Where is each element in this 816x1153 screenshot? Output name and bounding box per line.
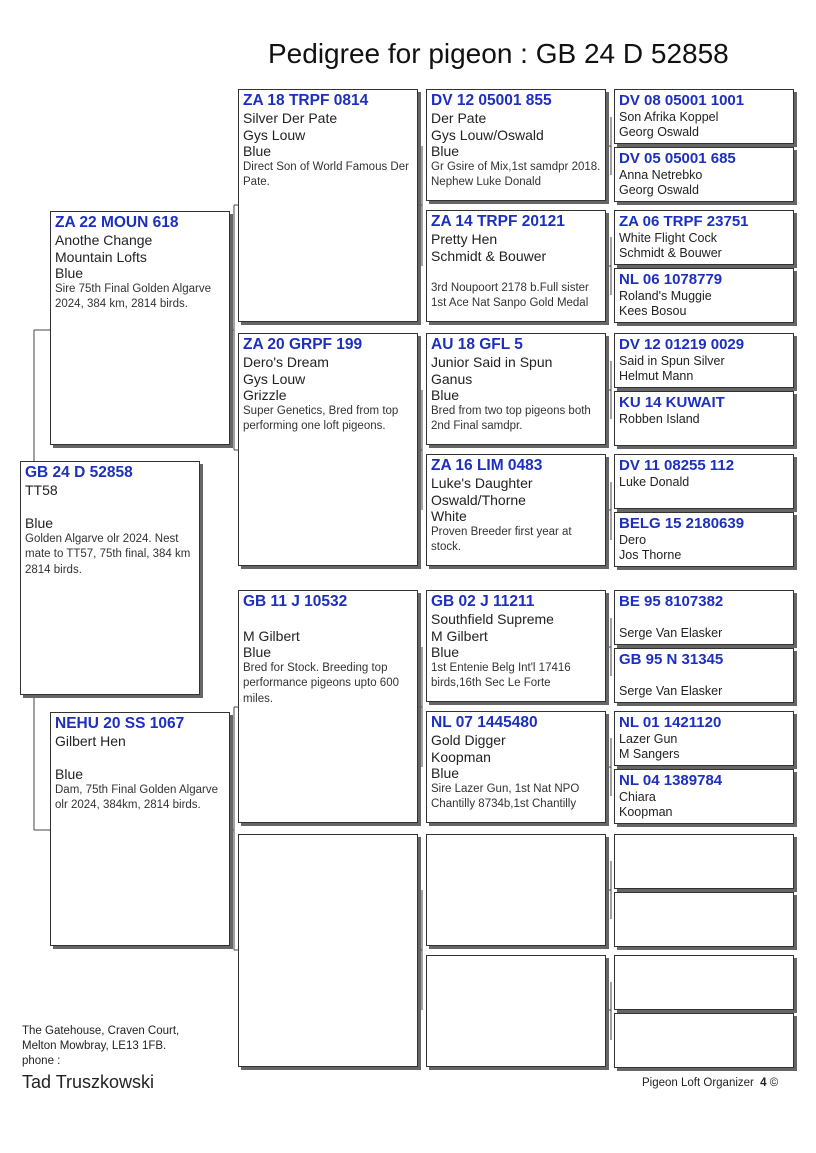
page-title: Pedigree for pigeon : GB 24 D 52858	[268, 38, 729, 69]
gen5-line-1	[619, 611, 789, 626]
gen5-line-1: Son Afrika Koppel	[619, 110, 719, 124]
gen5-ring-number: KU 14 KUWAIT	[619, 394, 725, 411]
gen3-line-1: Dero's Dream	[243, 354, 329, 370]
gen3-box-3[interactable]	[238, 590, 418, 823]
gen5-line-1	[619, 669, 789, 684]
address-line-3: phone :	[22, 1055, 61, 1067]
software-credit	[642, 1077, 778, 1089]
subject-ring-number: GB 24 D 52858	[25, 464, 133, 481]
gen3-box-2[interactable]	[238, 333, 418, 566]
gen4-line-1: Junior Said in Spun	[431, 354, 553, 370]
gen5-line-2: Kees Bosou	[619, 304, 687, 318]
gen4-line-3: Blue	[431, 143, 460, 159]
gen4-box-4[interactable]	[426, 454, 606, 566]
gen4-ring-number: DV 12 05001 855	[431, 92, 552, 109]
gen5-box-3[interactable]	[614, 210, 794, 265]
gen3-line-1	[243, 611, 413, 628]
gen5-line-1: Said in Spun Silver	[619, 354, 725, 368]
gen4-notes: Bred from two top pigeons both 2nd Final samdpr.	[431, 404, 591, 432]
gen5-box-4[interactable]	[614, 268, 794, 323]
gen5-ring-number: NL 06 1078779	[619, 271, 723, 288]
gen3-line-3: Grizzle	[243, 387, 287, 403]
owner-address	[22, 1024, 179, 1069]
gen5-ring-number: NL 04 1389784	[619, 772, 723, 789]
gen4-line-3: White	[431, 508, 467, 524]
sire-line-2: Mountain Lofts	[55, 248, 147, 265]
gen5-ring-number: ZA 06 TRPF 23751	[619, 213, 749, 230]
gen3-box-4-empty[interactable]	[238, 834, 418, 1067]
gen3-ring-number: GB 11 J 10532	[243, 593, 348, 610]
gen3-notes: Super Genetics, Bred from top performing one loft pigeons.	[243, 404, 399, 432]
gen5-box-6[interactable]	[614, 391, 794, 446]
gen3-notes: Direct Son of World Famous Der Pate.	[243, 160, 409, 188]
gen5-line-2: Georg Oswald	[619, 125, 699, 139]
address-line-1: The Gatehouse, Craven Court,	[22, 1025, 180, 1037]
gen5-line-1: Anna Netrebko	[619, 168, 703, 182]
dam-box[interactable]	[50, 712, 230, 946]
dam-line-2	[55, 750, 225, 767]
gen4-line-2: Ganus	[431, 370, 473, 387]
gen4-ring-number: ZA 16 LIM 0483	[431, 457, 543, 474]
gen5-box-12[interactable]	[614, 769, 794, 824]
gen4-box-2[interactable]	[426, 210, 606, 322]
gen5-box-10[interactable]	[614, 648, 794, 703]
gen5-ring-number: DV 11 08255 112	[619, 457, 735, 474]
gen3-ring-number: ZA 18 TRPF 0814	[243, 92, 369, 109]
gen5-box-9[interactable]	[614, 590, 794, 645]
gen4-notes: 3rd Noupoort 2178 b.Full sister 1st Ace Nat Sanpo Gold Medal	[431, 281, 589, 309]
gen3-box-1[interactable]	[238, 89, 418, 322]
gen3-line-1: Silver Der Pate	[243, 110, 338, 126]
gen5-box-5[interactable]	[614, 333, 794, 388]
gen3-line-2: M Gilbert	[243, 627, 300, 644]
owner-name: Tad Truszkowski	[22, 1072, 155, 1092]
sire-line-1: Anothe Change	[55, 232, 153, 248]
gen4-line-2: Koopman	[431, 748, 491, 765]
gen5-line-2: Serge Van Elasker	[619, 684, 723, 698]
sire-ring-number: ZA 22 MOUN 618	[55, 214, 179, 231]
gen5-line-2: Georg Oswald	[619, 183, 699, 197]
gen4-line-3: Blue	[431, 765, 460, 781]
sire-box[interactable]	[50, 211, 230, 445]
gen5-line-1: Luke Donald	[619, 475, 690, 489]
gen4-box-1[interactable]	[426, 89, 606, 201]
dam-ring-number: NEHU 20 SS 1067	[55, 715, 185, 732]
gen3-line-3: Blue	[243, 644, 272, 660]
gen4-ring-number: ZA 14 TRPF 20121	[431, 213, 565, 230]
gen5-box-13-empty[interactable]	[614, 834, 794, 889]
gen4-box-7-empty[interactable]	[426, 834, 606, 946]
gen5-ring-number: GB 95 N 31345	[619, 651, 724, 668]
gen5-box-14-empty[interactable]	[614, 892, 794, 947]
gen4-notes: Proven Breeder first year at stock.	[431, 525, 572, 553]
gen5-line-2: Schmidt & Bouwer	[619, 246, 722, 260]
gen5-line-1: Robben Island	[619, 412, 700, 426]
gen5-box-16-empty[interactable]	[614, 1013, 794, 1068]
gen5-box-1[interactable]	[614, 89, 794, 144]
gen4-ring-number: GB 02 J 11211	[431, 593, 535, 610]
gen4-line-1: Der Pate	[431, 110, 487, 126]
subject-line-3: Blue	[25, 515, 54, 531]
gen5-ring-number: DV 12 01219 0029	[619, 336, 745, 353]
gen3-ring-number: ZA 20 GRPF 199	[243, 336, 363, 353]
gen4-notes: Sire Lazer Gun, 1st Nat NPO Chantilly 8734b,1st Chantilly	[431, 782, 580, 810]
subject-pigeon-box[interactable]	[20, 461, 200, 695]
gen4-line-1: Luke's Daughter	[431, 475, 533, 491]
subject-line-1: TT58	[25, 482, 58, 498]
gen5-line-2: Helmut Mann	[619, 369, 694, 383]
gen4-box-6[interactable]	[426, 711, 606, 823]
gen5-box-7[interactable]	[614, 454, 794, 509]
gen5-box-11[interactable]	[614, 711, 794, 766]
gen5-line-1: White Flight Cock	[619, 231, 717, 245]
gen4-line-2: Schmidt & Bouwer	[431, 247, 547, 264]
gen5-line-2: Jos Thorne	[619, 548, 682, 562]
gen5-line-1: Roland's Muggie	[619, 289, 712, 303]
subject-line-2	[25, 499, 195, 516]
sire-notes: Sire 75th Final Golden Algarve 2024, 384 km, 2814 birds.	[55, 282, 211, 310]
gen5-line-2: Koopman	[619, 805, 673, 819]
software-name: Pigeon Loft Organizer	[642, 1077, 754, 1089]
gen4-line-3: Blue	[431, 387, 460, 403]
gen4-line-2: M Gilbert	[431, 627, 488, 644]
gen4-notes: 1st Entenie Belg Int'l 17416 birds,16th Sec Le Forte	[431, 661, 571, 689]
gen5-line-1: Chiara	[619, 790, 656, 804]
gen3-line-2: Gys Louw	[243, 126, 306, 143]
gen4-ring-number: AU 18 GFL 5	[431, 336, 523, 353]
gen5-line-1: Dero	[619, 533, 647, 547]
gen5-box-15-empty[interactable]	[614, 955, 794, 1010]
gen4-notes: Gr Gsire of Mix,1st samdpr 2018. Nephew Luke Donald	[431, 160, 601, 188]
gen5-ring-number: BELG 15 2180639	[619, 515, 745, 532]
gen5-ring-number: NL 01 1421120	[619, 714, 722, 731]
gen5-ring-number: DV 08 05001 1001	[619, 92, 745, 109]
gen4-box-8-empty[interactable]	[426, 955, 606, 1067]
dam-line-3: Blue	[55, 766, 84, 782]
dam-notes: Dam, 75th Final Golden Algarve olr 2024, 384km, 2814 birds.	[55, 783, 219, 811]
gen5-line-1: Lazer Gun	[619, 732, 678, 746]
gen4-line-2: Oswald/Thorne	[431, 491, 526, 508]
gen4-line-3: Blue	[431, 644, 460, 660]
gen4-line-1: Pretty Hen	[431, 231, 498, 247]
subject-notes: Golden Algarve olr 2024. Nest mate to TT57, 75th final, 384 km 2814 birds.	[25, 532, 191, 576]
gen4-box-3[interactable]	[426, 333, 606, 445]
dam-line-1: Gilbert Hen	[55, 733, 126, 749]
address-line-2: Melton Mowbray, LE13 1FB.	[22, 1040, 167, 1052]
gen3-notes: Bred for Stock. Breeding top performance pigeons upto 600 miles.	[243, 661, 399, 705]
gen5-line-2: Serge Van Elasker	[619, 626, 723, 640]
gen4-line-2: Gys Louw/Oswald	[431, 126, 544, 143]
page-number: 4	[760, 1077, 767, 1089]
gen3-line-2: Gys Louw	[243, 370, 306, 387]
gen5-ring-number: BE 95 8107382	[619, 593, 724, 610]
gen3-line-3: Blue	[243, 143, 272, 159]
gen4-ring-number: NL 07 1445480	[431, 714, 538, 731]
gen5-box-2[interactable]	[614, 147, 794, 202]
gen4-line-3	[431, 264, 601, 281]
gen5-line-2: M Sangers	[619, 747, 680, 761]
gen4-line-1: Gold Digger	[431, 732, 506, 748]
gen5-ring-number: DV 05 05001 685	[619, 150, 736, 167]
gen4-line-1: Southfield Supreme	[431, 611, 554, 627]
gen5-box-8[interactable]	[614, 512, 794, 567]
copyright-symbol: ©	[769, 1077, 779, 1089]
sire-line-3: Blue	[55, 265, 84, 281]
gen4-box-5[interactable]	[426, 590, 606, 702]
